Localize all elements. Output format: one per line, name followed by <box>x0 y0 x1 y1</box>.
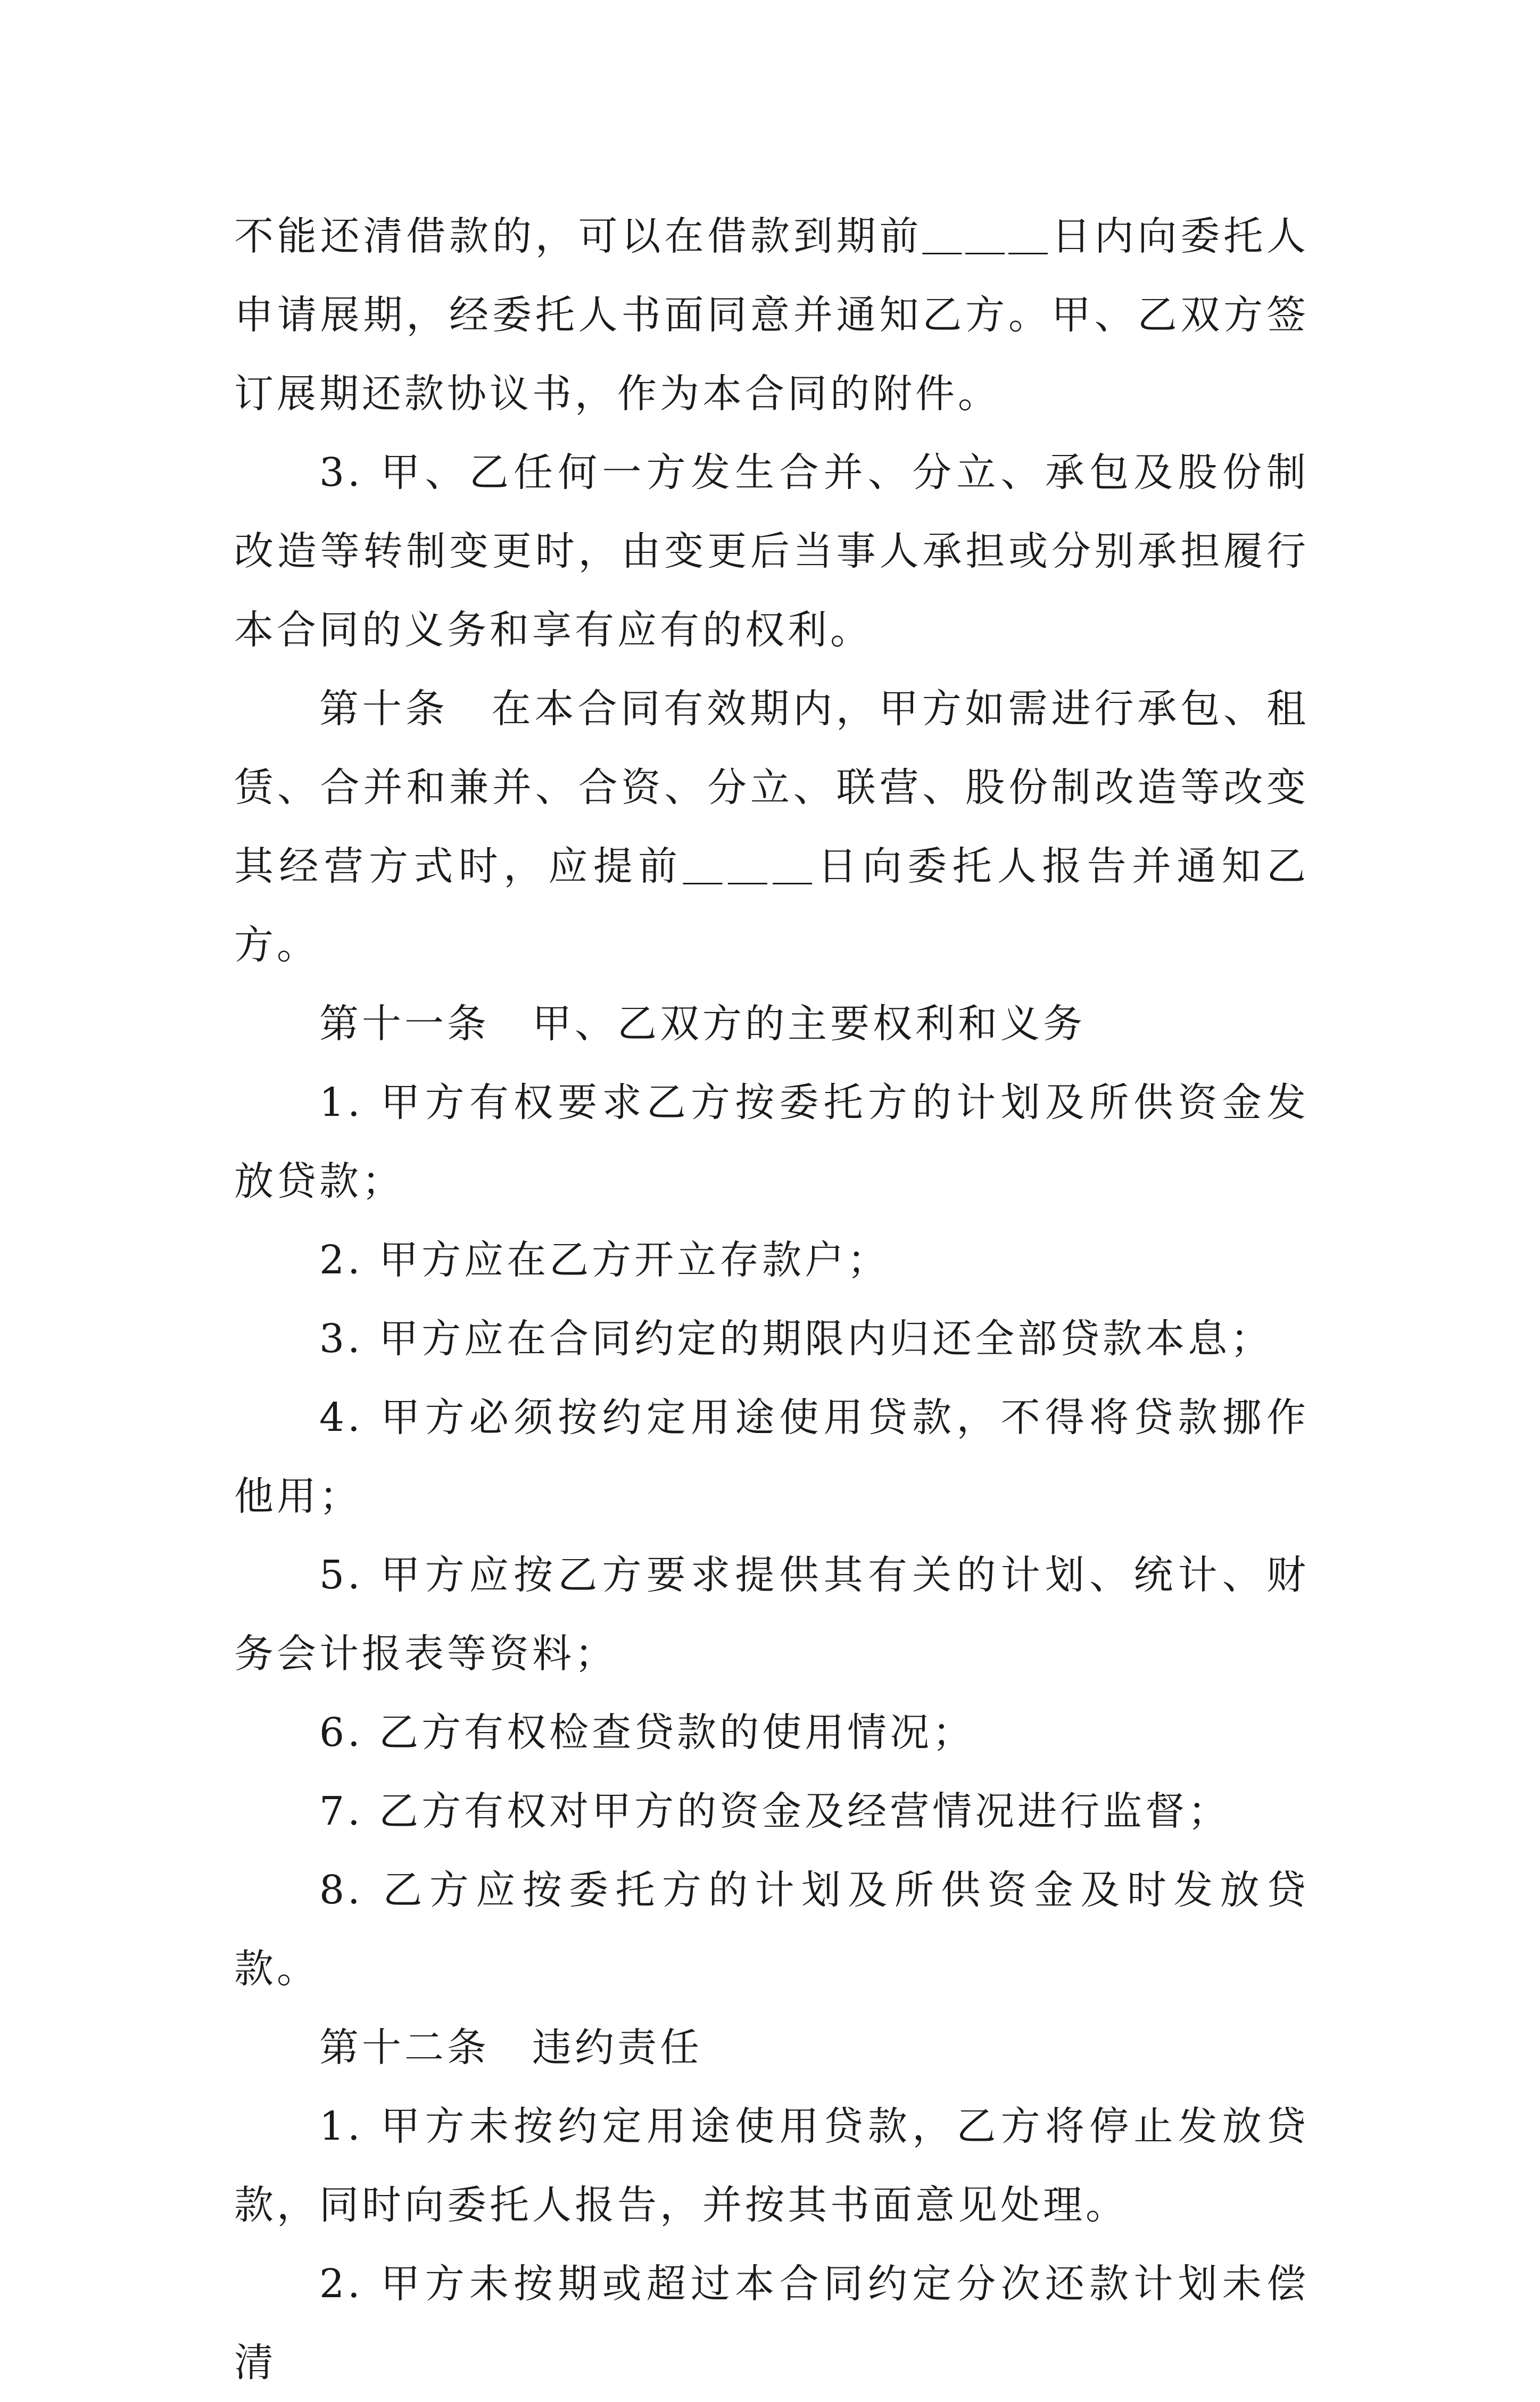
paragraph-merger-transfer: 3. 甲、乙任何一方发生合并、分立、承包及股份制改造等转制变更时，由变更后当事人承担或分别承担履行本合同的义务和享有应有的权利。 <box>234 450 1309 653</box>
list-item-liability-1: 1. 甲方未按约定用途使用贷款，乙方将停止发放贷款，同时向委托人报告，并按其书面意见处理。 <box>234 2103 1309 2228</box>
list-item-rights-2: 2. 甲方应在乙方开立存款户； <box>319 1237 890 1283</box>
list-item-rights-3: 3. 甲方应在合同约定的期限内归还全部贷款本息； <box>319 1316 1273 1362</box>
list-item-rights-6: 6. 乙方有权检查贷款的使用情况； <box>319 1710 975 1755</box>
list-item-rights-7: 7. 乙方有权对甲方的资金及经营情况进行监督； <box>319 1788 1231 1834</box>
list-item-rights-4: 4. 甲方必须按约定用途使用贷款，不得将贷款挪作他用； <box>234 1395 1309 1519</box>
heading-article-11: 第十一条 甲、乙双方的主要权利和义务 <box>319 1001 1086 1047</box>
list-item-rights-8: 8. 乙方应按委托方的计划及所供资金及时发放贷款。 <box>234 1867 1309 1992</box>
list-item-rights-1: 1. 甲方有权要求乙方按委托方的计划及所供资金发放贷款； <box>234 1080 1309 1204</box>
heading-article-12: 第十二条 违约责任 <box>319 2025 702 2070</box>
list-item-liability-2: 2. 甲方未按期或超过本合同约定分次还款计划未偿清 <box>234 2261 1309 2386</box>
paragraph-article-10: 第十条 在本合同有效期内，甲方如需进行承包、租赁、合并和兼并、合资、分立、联营、股份制改造等改变其经营方式时，应提前＿＿＿日向委托人报告并通知乙方。 <box>234 686 1309 968</box>
contract-text-body <box>234 197 1309 2402</box>
paragraph-extension-request: 不能还清借款的，可以在借款到期前＿＿＿日内向委托人申请展期，经委托人书面同意并通知乙方。甲、乙双方签订展期还款协议书，作为本合同的附件。 <box>234 213 1309 417</box>
list-item-rights-5: 5. 甲方应按乙方要求提供其有关的计划、统计、财务会计报表等资料； <box>234 1552 1309 1677</box>
